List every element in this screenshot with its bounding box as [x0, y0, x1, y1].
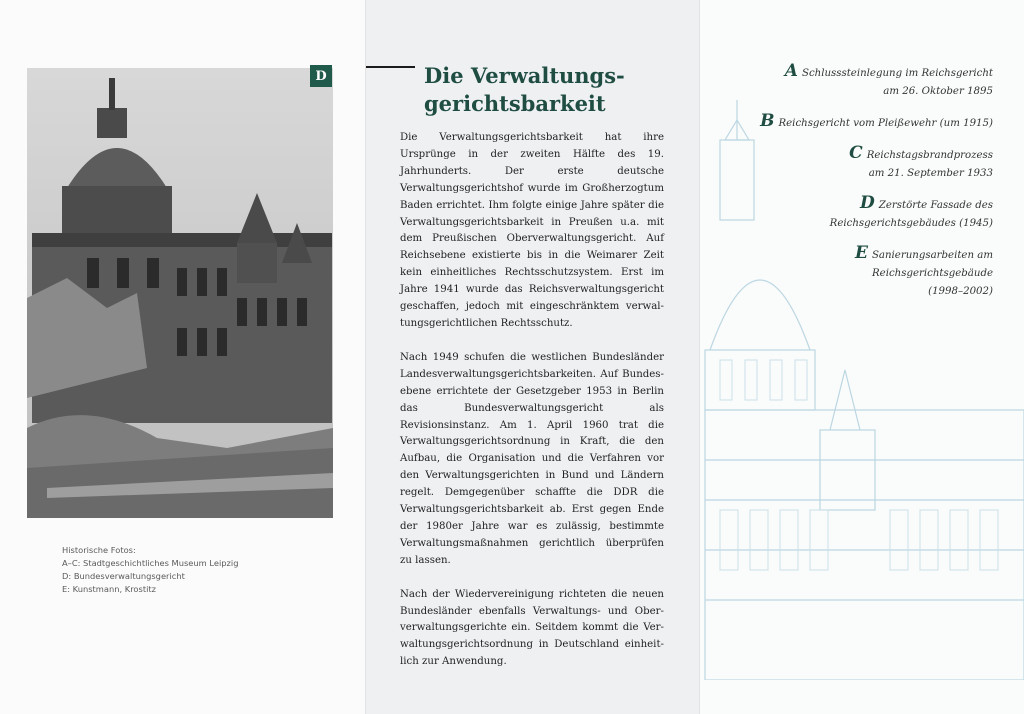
legend-item-c	[700, 144, 993, 183]
page-title-line: Die Verwaltungs-	[424, 63, 625, 88]
ruined-building-illustration	[27, 68, 333, 518]
title-rule	[366, 66, 415, 68]
legend-item-e	[700, 244, 993, 301]
paragraph: Nach 1949 schufen die westlichen Bundesländer Landesverwaltungsgerichtsbarkeiten. Auf Bundesebene errichtete der Gesetzgeber 1953 in Berlin das Bundesverwaltungsgericht als Revisionsinstanz. Am 1. April 1960 trat die Verwaltungsgerichtsordnung in Kraft, die den Aufbau, die Organisation und die Verfahren vor den Verwaltungsgerichten in Bund und Ländern regelt. Demgegenüber schaffte die DDR die Verwaltungsgerichtsbarkeit ab. Erst gegen Ende der 1980er Jahre war es zulässig, bestimmte Verwaltungsmaßnahmen gerichtlich überprüfen zu lassen.	[400, 351, 664, 566]
legend-letter: B	[760, 111, 775, 131]
photo-legend	[700, 62, 993, 312]
page-title	[424, 62, 625, 118]
historic-photo	[27, 68, 333, 518]
paragraph: Die Verwaltungsgerichtsbarkeit hat ihre Ursprünge in der zweiten Hälfte des 19. Jahrhunderts. Der erste deutsche Verwaltungsgerichtshof wurde im Großherzogtum Baden errichtet. Ihm folgte einige Jahre später die Verwaltungsgerichtsbarkeit in Preußen u.a. mit dem Preußischen Oberverwaltungsgericht. Auf Reichsebene existierte bis in die Weimarer Zeit kein einheitliches Rechtsschutzsystem. Erst im Jahre 1941 wurde das Reichsverwaltungsgericht geschaffen, jedoch mit eingeschränktem verwaltungsgerichtlichen Rechtsschutz.	[400, 132, 664, 329]
body-text	[400, 130, 664, 688]
photo-credits	[62, 544, 238, 596]
legend-text: (1998–2002)	[928, 286, 993, 297]
fold-line-left	[365, 0, 366, 714]
legend-text: Zerstörte Fassade des	[878, 200, 993, 211]
page-title-line: gerichtsbarkeit	[424, 91, 606, 116]
legend-item-a	[700, 62, 993, 101]
legend-text: Sanierungsarbeiten am	[871, 250, 993, 261]
legend-item-d	[700, 194, 993, 233]
legend-text: Reichsgericht vom Pleißewehr (um 1915)	[778, 118, 993, 129]
paragraph: Nach der Wiedervereinigung richteten die neuen Bundesländer ebenfalls Verwaltungs- und Oberverwaltungsgerichte ein. Seitdem kommt die Verwaltungsgerichtsordnung in Deutschland einheitlich zur Anwendung.	[400, 588, 664, 668]
legend-letter: D	[860, 193, 875, 213]
legend-text: Reichsgerichtsgebäude	[872, 268, 993, 279]
legend-text: am 26. Oktober 1895	[883, 86, 993, 97]
section-badge: D	[310, 65, 332, 87]
legend-letter: E	[854, 243, 868, 263]
legend-text: Schlusssteinlegung im Reichsgericht	[801, 68, 993, 79]
legend-text: am 21. September 1933	[868, 168, 993, 179]
credits-line: Historische Fotos:	[62, 545, 136, 555]
credits-line: A–C: Stadtgeschichtliches Museum Leipzig	[62, 558, 239, 568]
credits-line: D: Bundesverwaltungsgericht	[62, 571, 185, 581]
legend-letter: A	[784, 61, 798, 81]
legend-text: Reichstagsbrandprozess	[866, 150, 993, 161]
credits-line: E: Kunstmann, Krostitz	[62, 584, 156, 594]
legend-item-b	[700, 112, 993, 133]
legend-text: Reichsgerichtsgebäudes (1945)	[829, 218, 993, 229]
legend-letter: C	[849, 143, 863, 163]
